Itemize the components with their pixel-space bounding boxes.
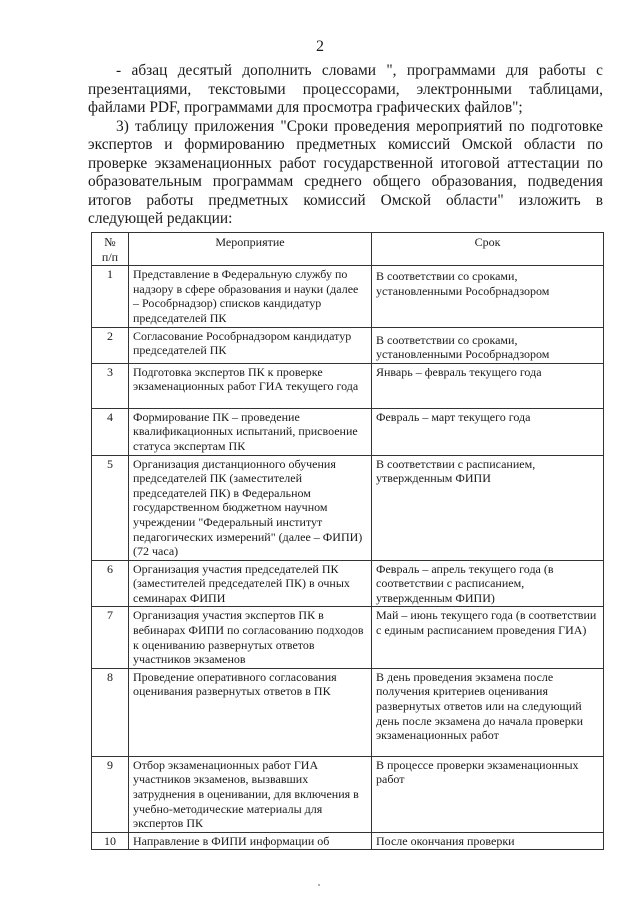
header-num-line1: № xyxy=(104,235,116,249)
row-term: Февраль – апрель текущего года (в соответствии с расписанием, утвержденным ФИПИ) xyxy=(372,560,604,607)
table-row xyxy=(92,408,604,455)
row-event: Подготовка экспертов ПК к проверке экзаменационных работ ГИА текущего года xyxy=(129,363,372,408)
row-num: 3 xyxy=(92,363,129,408)
intro-paragraph-2: 3) таблицу приложения "Сроки проведения мероприятий по подготовке экспертов и формированию предметных комиссий Омской области по проверке экзаменационных работ государственной итоговой аттестации по образовательным программам среднего общего образования, подведения итогов работы предметных комиссий Омской области" изложить в следующей редакции: xyxy=(88,117,603,227)
events-table xyxy=(91,232,604,850)
row-term: В день проведения экзамена после получения критериев оценивания развернутых ответов или на следующий день после экзамена до начала проверки экзаменационных работ xyxy=(372,668,604,756)
row-term: В соответствии с расписанием, утвержденным ФИПИ xyxy=(372,455,604,560)
row-num: 4 xyxy=(92,408,129,455)
row-num: 6 xyxy=(92,560,129,607)
page-number: 2 xyxy=(316,38,324,55)
row-num: 8 xyxy=(92,668,129,756)
row-num: 2 xyxy=(92,327,129,363)
row-event: Согласование Рособрнадзором кандидатур председателей ПК xyxy=(129,327,372,363)
scan-speck xyxy=(318,884,320,886)
row-num: 5 xyxy=(92,455,129,560)
row-event: Организация участия председателей ПК (заместителей председателей ПК) в очных семинарах ФИПИ xyxy=(129,560,372,607)
table-row xyxy=(92,756,604,832)
row-event: Организация участия экспертов ПК в вебинарах ФИПИ по согласованию подходов к оцениванию развернутых ответов участников экзаменов xyxy=(129,607,372,668)
row-num: 10 xyxy=(92,832,129,850)
row-term: Май – июнь текущего года (в соответствии с единым расписанием проведения ГИА) xyxy=(372,607,604,668)
table-row xyxy=(92,266,604,327)
table-row xyxy=(92,327,604,363)
row-term: В процессе проверки экзаменационных работ xyxy=(372,756,604,832)
row-event: Отбор экзаменационных работ ГИА участников экзаменов, вызвавших затруднения в оценивании, для включения в учебно-методические материалы для экспертов ПК xyxy=(129,756,372,832)
header-term: Срок xyxy=(372,233,604,266)
row-term: Январь – февраль текущего года xyxy=(372,363,604,408)
row-event: Формирование ПК – проведение квалификационных испытаний, присвоение статуса экспертам ПК xyxy=(129,408,372,455)
row-num: 1 xyxy=(92,266,129,327)
row-event: Организация дистанционного обучения председателей ПК (заместителей председателей ПК) в Федеральном государственном бюджетном научном учреждении "Федеральный институт педагогических измерений" (далее – ФИПИ) (72 часа) xyxy=(129,455,372,560)
row-num: 9 xyxy=(92,756,129,832)
row-event: Направление в ФИПИ информации об xyxy=(129,832,372,850)
header-num-line2: п/п xyxy=(101,249,119,264)
row-event: Представление в Федеральную службу по надзору в сфере образования и науки (далее – Рособрнадзор) списков кандидатур председателей ПК xyxy=(129,266,372,327)
intro-paragraph-1: - абзац десятый дополнить словами ", программами для работы с презентациями, текстовыми процессорами, электронными таблицами, файлами PDF, программами для просмотра графических файлов"; xyxy=(88,62,603,116)
table-header-row xyxy=(92,233,604,266)
table-row xyxy=(92,363,604,408)
table-row xyxy=(92,455,604,560)
header-num xyxy=(92,233,129,266)
row-term: В соответствии со сроками, установленными Рособрнадзором xyxy=(372,266,604,327)
table-row xyxy=(92,607,604,668)
table-row xyxy=(92,560,604,607)
row-term: В соответствии со сроками, установленными Рособрнадзором xyxy=(372,327,604,363)
row-event: Проведение оперативного согласования оценивания развернутых ответов в ПК xyxy=(129,668,372,756)
row-term: Февраль – март текущего года xyxy=(372,408,604,455)
row-num: 7 xyxy=(92,607,129,668)
table-row xyxy=(92,668,604,756)
header-event: Мероприятие xyxy=(129,233,372,266)
intro-text xyxy=(88,62,603,229)
table-row xyxy=(92,832,604,850)
row-term: После окончания проверки xyxy=(372,832,604,850)
